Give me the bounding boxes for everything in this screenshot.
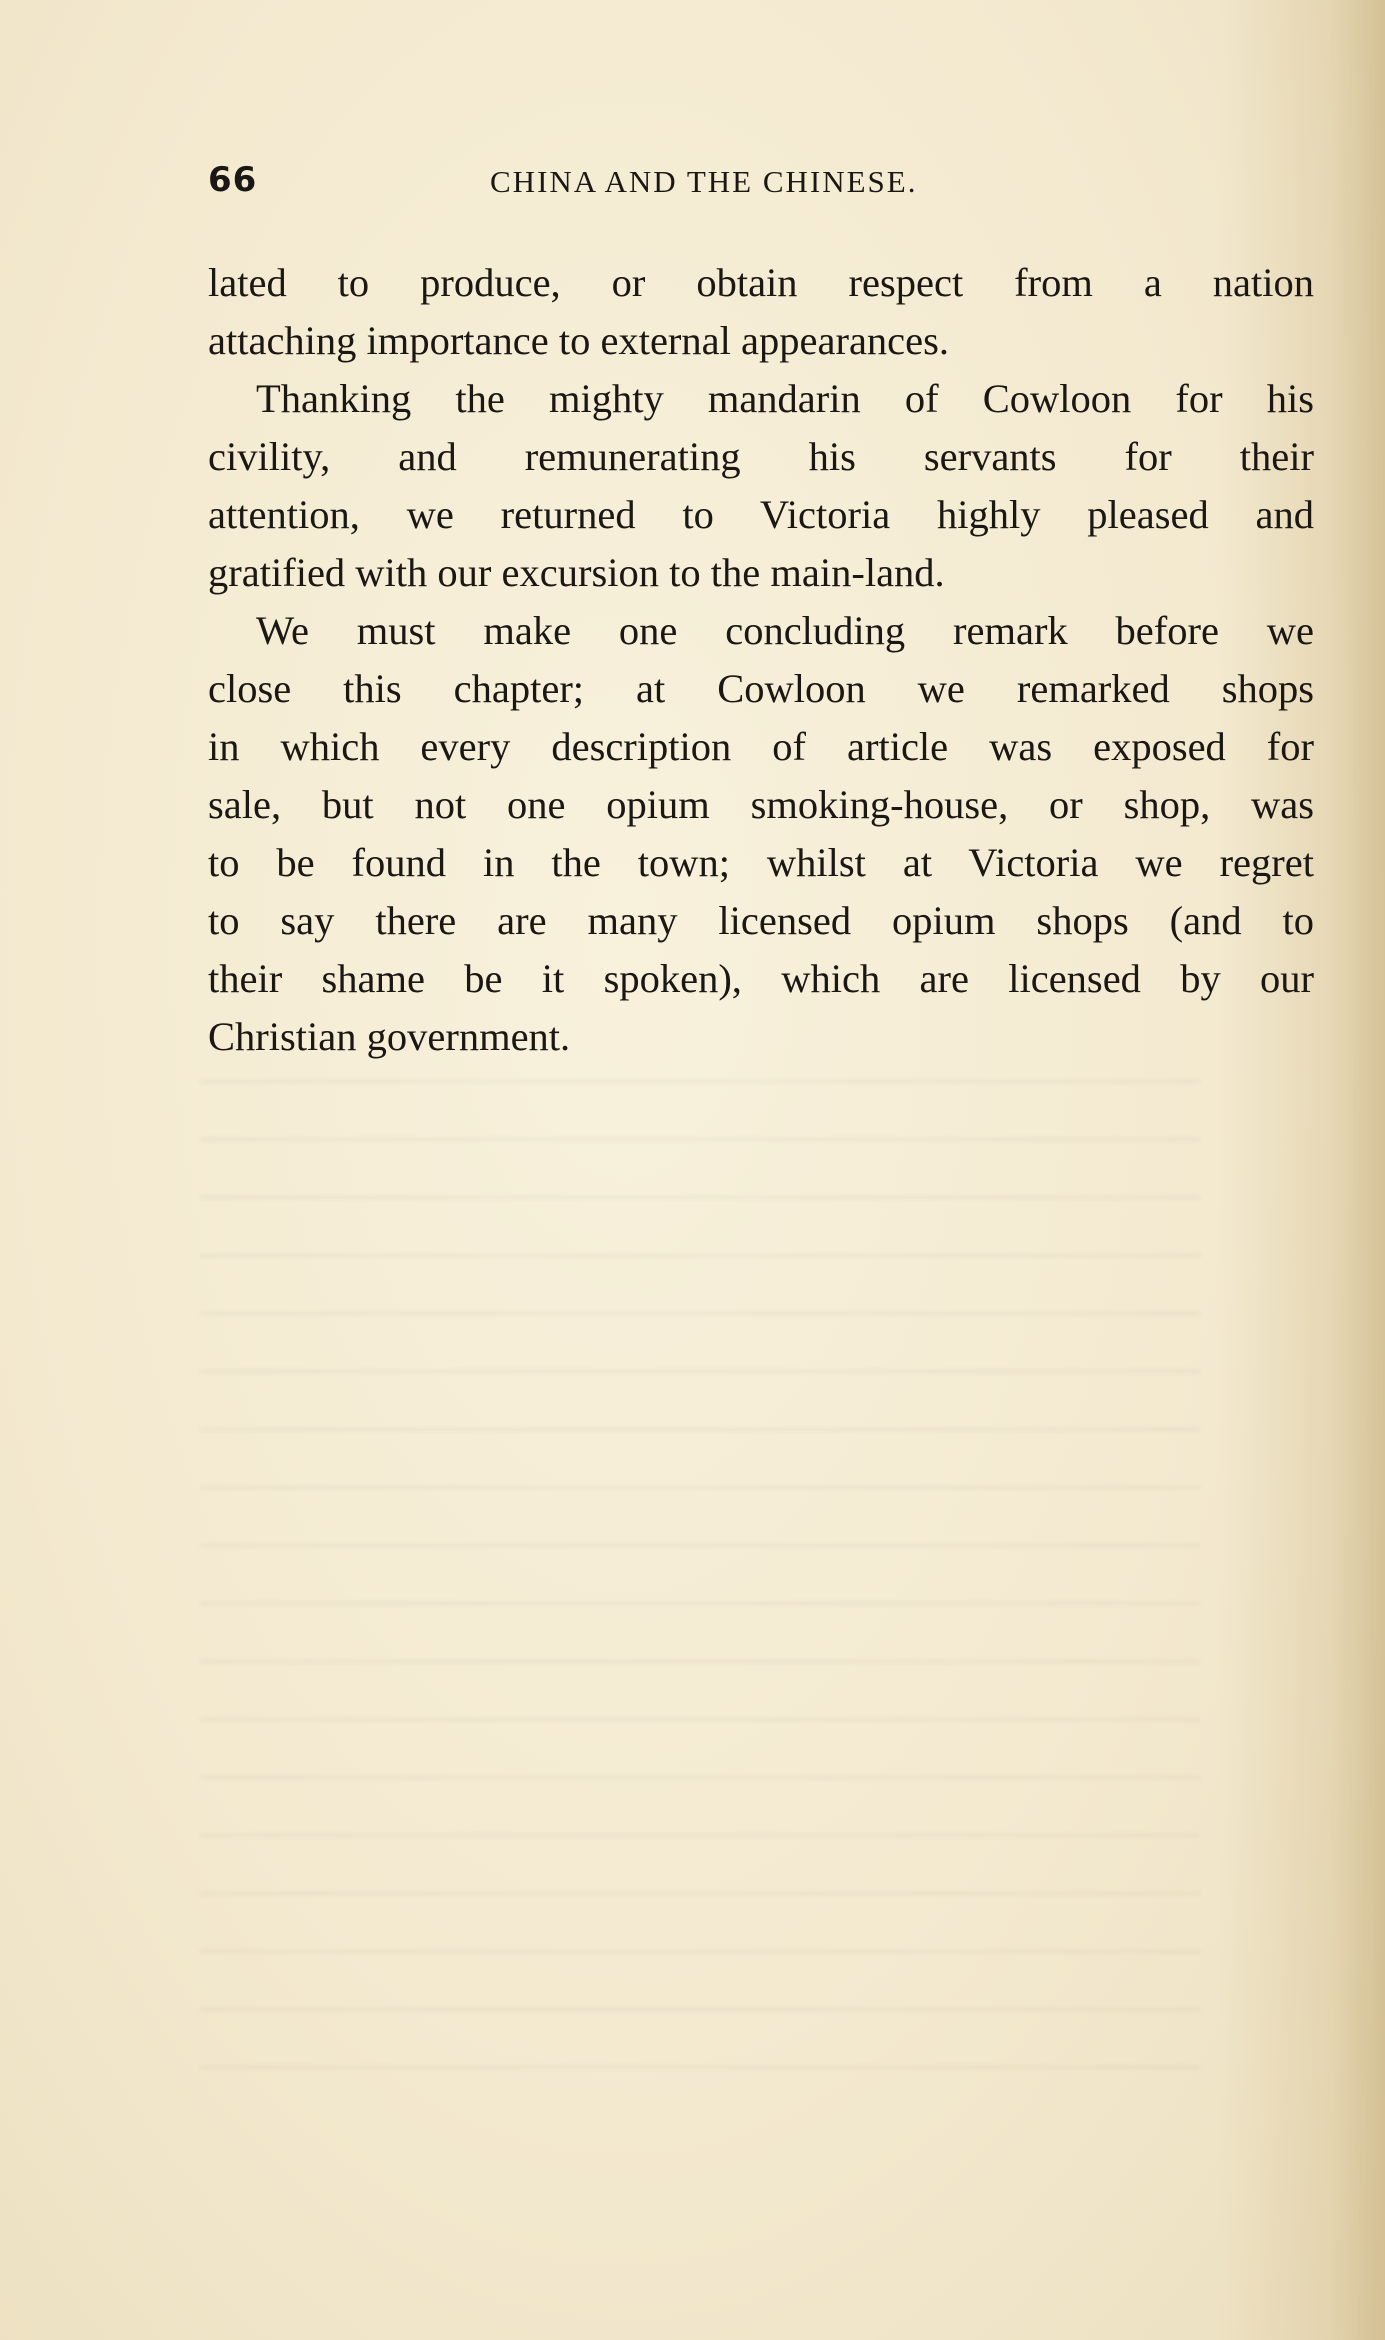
text-line: attention, we returned to Victoria highly pleased and (208, 492, 1314, 537)
bleed-through-texture (200, 1080, 1200, 2080)
running-head-title: CHINA AND THE CHINESE. (490, 164, 918, 199)
text-line: to be found in the town; whilst at Victoria we regret (208, 840, 1314, 885)
text-line: We must make one concluding remark before we (256, 608, 1314, 653)
text-line: close this chapter; at Cowloon we remarked shops (208, 666, 1314, 711)
text-line: to say there are many licensed opium shops (and to (208, 898, 1314, 943)
text-line: gratified with our excursion to the main-land. (208, 550, 945, 595)
page-number: 66 (208, 160, 258, 200)
text-line: Christian government. (208, 1014, 571, 1059)
text-line: attaching importance to external appearances. (208, 318, 950, 363)
running-head (208, 160, 1308, 210)
text-line: sale, but not one opium smoking-house, or shop, was (208, 782, 1314, 827)
text-line: Thanking the mighty mandarin of Cowloon for his (256, 376, 1314, 421)
body-text (208, 254, 1314, 1066)
text-line: their shame be it spoken), which are licensed by our (208, 956, 1314, 1001)
text-line: lated to produce, or obtain respect from a nation (208, 260, 1314, 305)
text-line: in which every description of article was exposed for (208, 724, 1314, 769)
text-line: civility, and remunerating his servants for their (208, 434, 1314, 479)
